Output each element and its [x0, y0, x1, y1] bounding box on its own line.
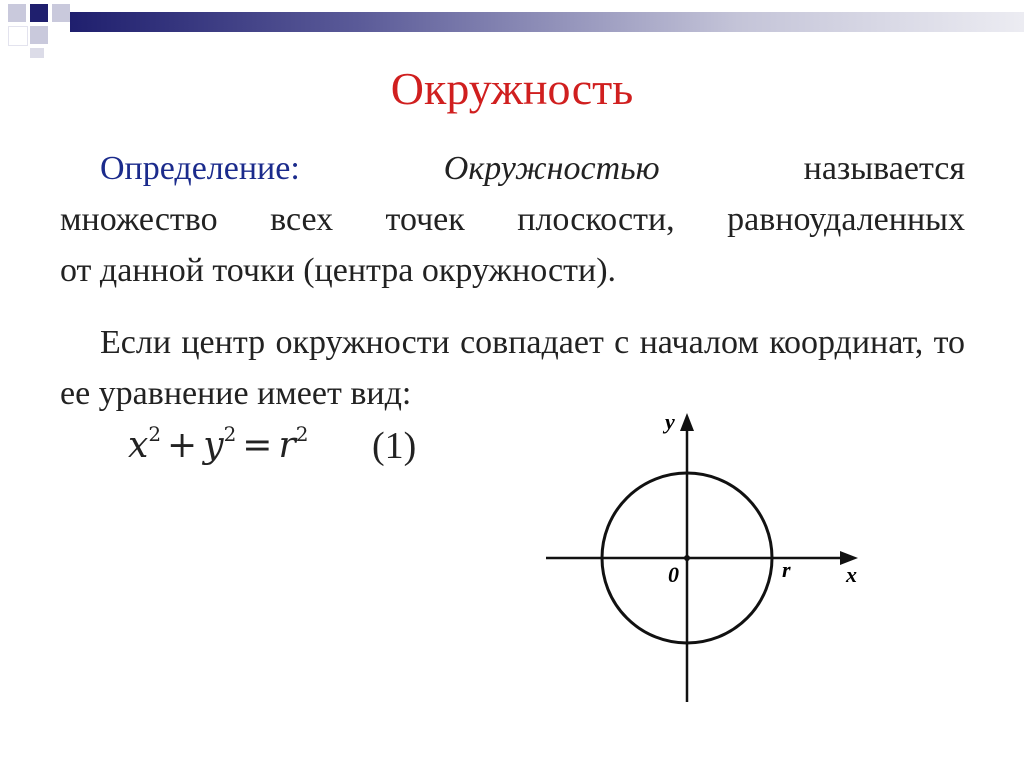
definition-line-2-text: множество всех точек плоскости, равноудаленных: [60, 201, 965, 238]
equation-number: (1): [372, 425, 417, 467]
y-axis-arrow: [680, 413, 694, 431]
origin-point: [684, 555, 690, 561]
circle-equation: [128, 422, 308, 466]
definition-paragraph: [60, 143, 965, 296]
formula-power-y: 2: [223, 422, 237, 446]
definition-line-1: [60, 143, 965, 194]
formula-y: y: [203, 425, 224, 466]
formula-equals: =: [242, 425, 273, 466]
condition-paragraph: [60, 317, 965, 419]
radius-label: r: [782, 557, 791, 582]
y-axis-label: y: [665, 409, 675, 434]
x-axis-label: x: [846, 562, 857, 587]
definition-line-2: [60, 194, 965, 245]
title-bar-decoration: [70, 12, 1024, 32]
definition-word: называется: [803, 150, 965, 187]
definition-term: Окружностью: [443, 150, 660, 187]
decorative-squares: [0, 0, 80, 60]
formula-plus: +: [167, 425, 198, 466]
formula-x: x: [128, 425, 149, 466]
formula-power-r: 2: [295, 422, 309, 446]
slide-title: Окружность: [390, 63, 634, 114]
formula-r: r: [278, 425, 296, 466]
circle-diagram: [540, 405, 870, 705]
condition-text: Если центр окружности совпадает с началом координат, то ее уравнение имеет вид:: [60, 324, 965, 412]
definition-label: Определение:: [100, 150, 300, 187]
definition-line-3: от данной точки (центра окружности).: [60, 252, 617, 289]
formula-power-x: 2: [148, 422, 162, 446]
origin-label: 0: [668, 562, 679, 587]
